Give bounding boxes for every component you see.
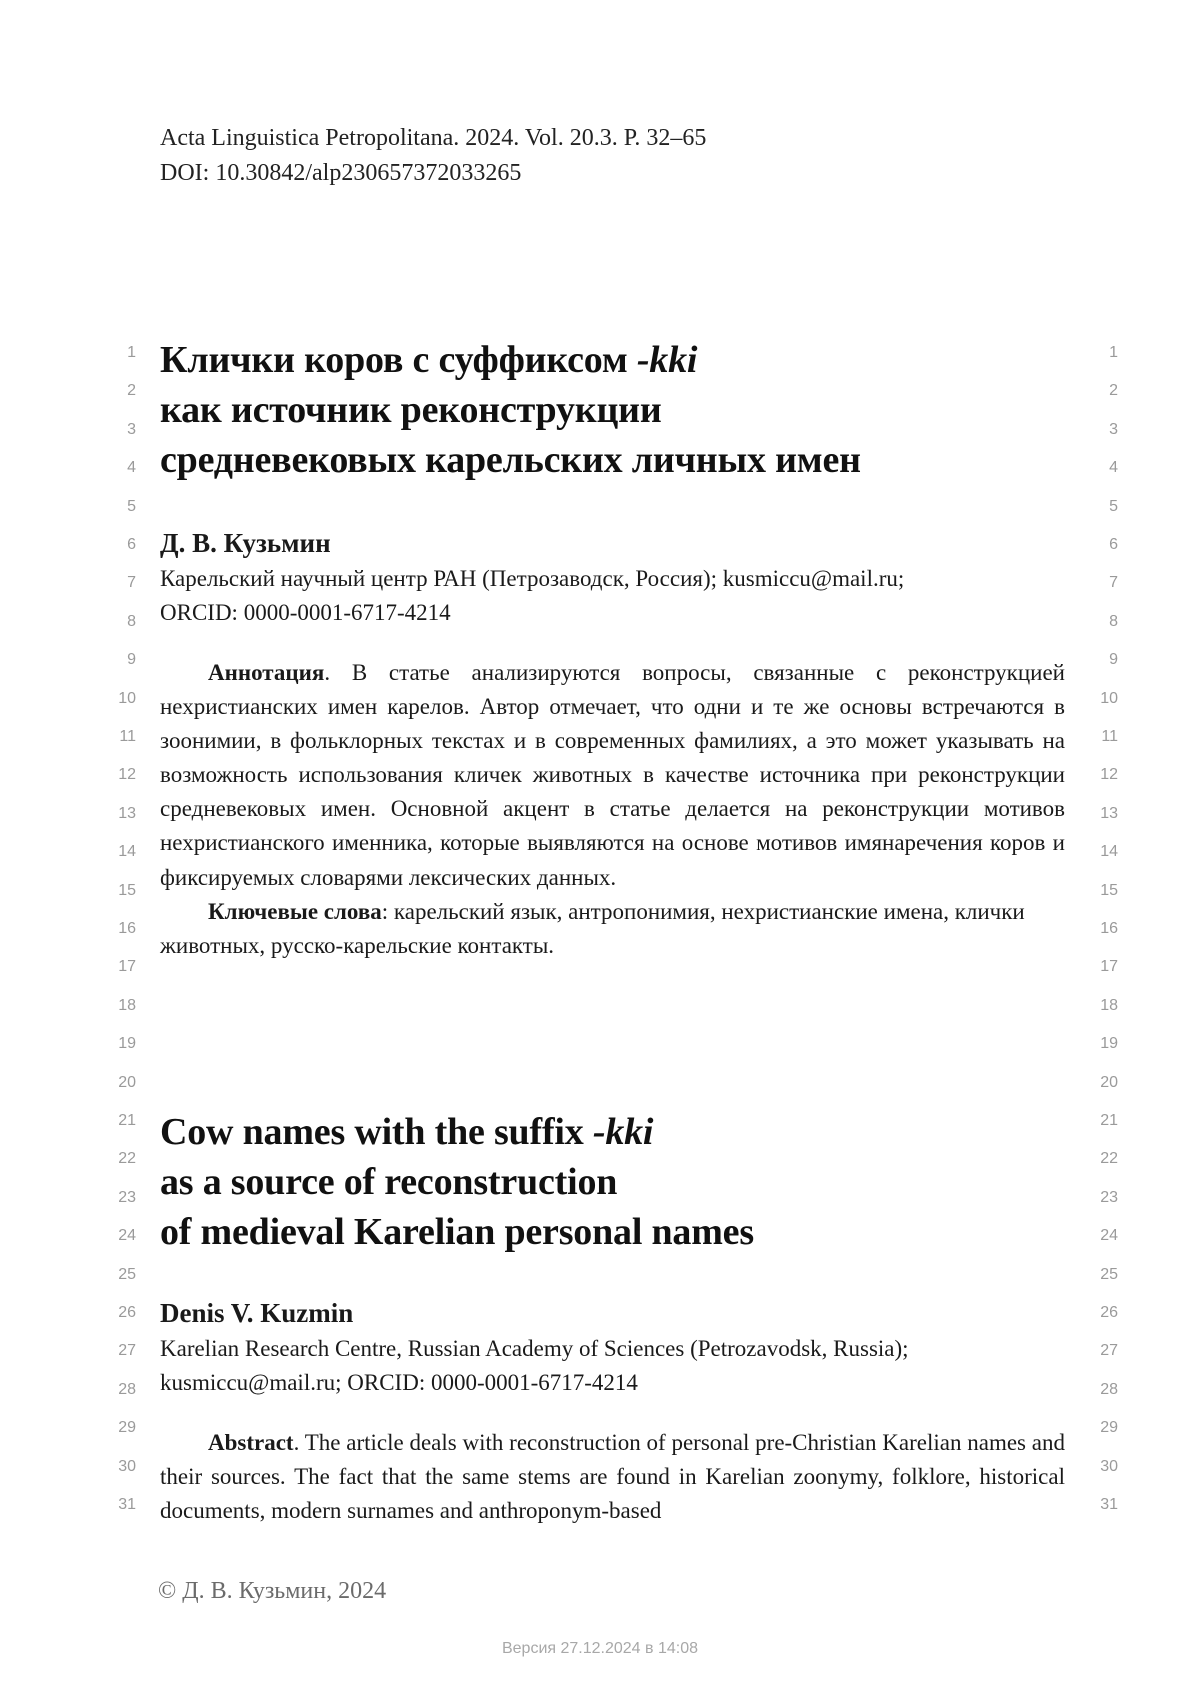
line-number: 19 [1100, 1034, 1118, 1054]
line-number: 13 [118, 804, 136, 824]
line-number: 24 [118, 1226, 136, 1246]
line-number: 8 [1109, 612, 1118, 632]
line-number: 29 [1100, 1418, 1118, 1438]
ru-title [160, 335, 1065, 485]
line-number: 23 [118, 1188, 136, 1208]
en-title-block [160, 1107, 1065, 1257]
line-number: 15 [118, 881, 136, 901]
line-number: 21 [118, 1111, 136, 1131]
ru-abstract-label: Аннотация [208, 660, 324, 685]
line-number: 18 [118, 996, 136, 1016]
line-number: 21 [1100, 1111, 1118, 1131]
en-affiliation-line2: kusmiccu@mail.ru; ORCID: 0000-0001-6717-4214 [160, 1366, 1065, 1400]
line-number: 3 [1109, 420, 1118, 440]
line-number: 17 [118, 957, 136, 977]
ru-author: Д. В. Кузьмин [160, 524, 1065, 562]
en-affiliation-line1: Karelian Research Centre, Russian Academy of Sciences (Petrozavodsk, Russia); [160, 1332, 1065, 1366]
ru-keywords [160, 895, 1065, 963]
en-author-block [160, 1294, 1065, 1400]
line-number: 2 [127, 381, 136, 401]
ru-title-line1: Клички коров с суффиксом -kki [160, 339, 697, 381]
line-number: 4 [127, 458, 136, 478]
line-number: 2 [1109, 381, 1118, 401]
journal-header [160, 121, 706, 191]
line-number: 24 [1100, 1226, 1118, 1246]
line-number: 13 [1100, 804, 1118, 824]
line-number: 31 [1100, 1495, 1118, 1515]
line-number: 5 [1109, 497, 1118, 517]
en-title-line1: Cow names with the suffix -kki [160, 1111, 653, 1153]
line-number: 26 [1100, 1303, 1118, 1323]
ru-keywords-label: Ключевые слова [208, 899, 382, 924]
line-number: 25 [1100, 1265, 1118, 1285]
line-number: 23 [1100, 1188, 1118, 1208]
line-number: 14 [118, 842, 136, 862]
line-number: 31 [118, 1495, 136, 1515]
line-number: 6 [1109, 535, 1118, 555]
ru-author-block [160, 524, 1065, 630]
en-author: Denis V. Kuzmin [160, 1294, 1065, 1332]
line-number: 27 [118, 1341, 136, 1361]
en-title-line2: as a source of reconstruction [160, 1161, 617, 1203]
line-number: 10 [1100, 689, 1118, 709]
line-number: 16 [1100, 919, 1118, 939]
doi: DOI: 10.30842/alp230657372033265 [160, 156, 706, 191]
line-number: 10 [118, 689, 136, 709]
en-abstract-block [160, 1426, 1065, 1528]
line-number: 22 [1100, 1149, 1118, 1169]
line-number: 6 [127, 535, 136, 555]
page [0, 0, 1200, 1703]
ru-keywords-text: : карельский язык, антропонимия, нехристианские имена, клички животных, русско-карельские контакты. [160, 899, 1025, 958]
line-number: 15 [1100, 881, 1118, 901]
line-number: 7 [127, 573, 136, 593]
line-number: 16 [118, 919, 136, 939]
ru-abstract-block [160, 656, 1065, 963]
line-number: 11 [119, 727, 136, 747]
ru-abstract-text: . В статье анализируются вопросы, связанные с реконструкцией нехристианских имен карелов. Автор отмечает, что одни и те же основы встречаются в зоонимии, в фольклорных текстах и в современных фамилиях, а это может указывать на возможность использования кличек животных в качестве источника при реконструкции средневековых имен. Основной акцент в статье делается на реконструкции мотивов нехристианского именника, которые выявляются на основе мотивов имянаречения коров и фиксируемых словарями лексических данных. [160, 660, 1065, 890]
line-number: 20 [118, 1073, 136, 1093]
line-number: 18 [1100, 996, 1118, 1016]
en-title [160, 1107, 1065, 1257]
line-number: 30 [1100, 1457, 1118, 1477]
ru-affiliation-line2: ORCID: 0000-0001-6717-4214 [160, 596, 1065, 630]
en-title-line3: of medieval Karelian personal names [160, 1211, 754, 1253]
line-number: 4 [1109, 458, 1118, 478]
ru-title-line2: как источник реконструкции [160, 389, 662, 431]
line-number: 8 [127, 612, 136, 632]
line-number: 22 [118, 1149, 136, 1169]
line-number: 5 [127, 497, 136, 517]
line-number: 1 [1109, 343, 1118, 363]
line-number: 19 [118, 1034, 136, 1054]
line-number: 28 [118, 1380, 136, 1400]
en-title-suffix: -kki [593, 1111, 653, 1153]
ru-abstract [160, 656, 1065, 895]
ru-title-line3: средневековых карельских личных имен [160, 439, 861, 481]
line-number: 17 [1100, 957, 1118, 977]
line-number: 1 [127, 343, 136, 363]
copyright: © Д. В. Кузьмин, 2024 [158, 1578, 386, 1605]
ru-affiliation-line1: Карельский научный центр РАН (Петрозаводск, Россия); kusmiccu@mail.ru; [160, 562, 1065, 596]
line-number: 27 [1100, 1341, 1118, 1361]
line-number: 7 [1109, 573, 1118, 593]
line-number: 25 [118, 1265, 136, 1285]
line-number: 11 [1101, 727, 1118, 747]
ru-title-suffix: -kki [637, 339, 697, 381]
line-number: 29 [118, 1418, 136, 1438]
line-number: 12 [118, 765, 136, 785]
ru-title-block [160, 335, 1065, 485]
en-abstract-text: . The article deals with reconstruction of personal pre-Christian Karelian names and their sources. The fact that the same stems are found in Karelian zoonymy, folklore, historical documents, modern surnames and anthroponym-based [160, 1430, 1065, 1523]
line-number: 28 [1100, 1380, 1118, 1400]
line-number: 12 [1100, 765, 1118, 785]
line-number: 14 [1100, 842, 1118, 862]
line-number: 30 [118, 1457, 136, 1477]
line-number: 3 [127, 420, 136, 440]
line-number: 20 [1100, 1073, 1118, 1093]
version-stamp: Версия 27.12.2024 в 14:08 [0, 1640, 1200, 1658]
journal-citation: Acta Linguistica Petropolitana. 2024. Vol. 20.3. P. 32–65 [160, 121, 706, 156]
en-abstract [160, 1426, 1065, 1528]
en-abstract-label: Abstract [208, 1430, 294, 1455]
line-number: 26 [118, 1303, 136, 1323]
line-number: 9 [127, 650, 136, 670]
line-number: 9 [1109, 650, 1118, 670]
